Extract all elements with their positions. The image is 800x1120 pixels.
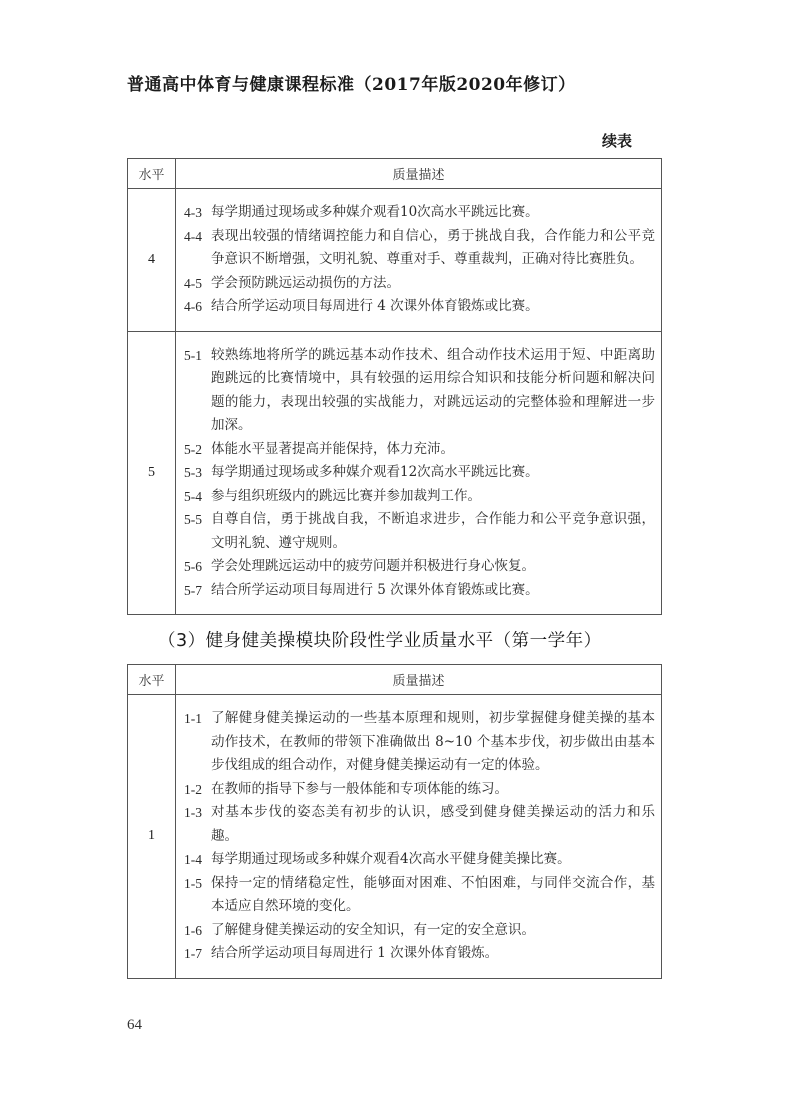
item-text: 每学期通过现场或多种媒介观看4次高水平健身健美操比赛。: [211, 851, 571, 867]
item-number: 5-6: [184, 559, 202, 574]
list-item: [184, 272, 655, 296]
item-text: 结合所学运动项目每周进行 4 次课外体育锻炼或比赛。: [211, 298, 539, 314]
item-text: 学会预防跳远运动损伤的方法。: [211, 274, 400, 291]
list-item: [184, 872, 655, 919]
item-number: 5-1: [184, 347, 202, 363]
item-text: 自尊自信，勇于挑战自我，不断追求进步，合作能力和公平竞争意识强，文明礼貌、遵守规则。: [211, 511, 655, 551]
description-cell: [176, 189, 662, 332]
item-number: 4-4: [184, 228, 202, 244]
list-item: [184, 778, 655, 802]
list-item: [184, 707, 655, 778]
list-item: [184, 801, 655, 848]
item-number: 5-5: [184, 512, 202, 527]
item-number: 1-4: [184, 852, 202, 867]
item-number: 4-5: [184, 275, 202, 291]
list-item: [184, 295, 655, 319]
level-cell: 5: [128, 331, 176, 615]
table-header-row: [128, 159, 662, 189]
level-column-header: 水平: [128, 159, 176, 189]
description-cell: [176, 331, 662, 615]
item-text: 较熟练地将所学的跳远基本动作技术、组合动作技术运用于短、中距离助跑跳远的比赛情境中，具有较强的运用综合知识和技能分析问题和解决问题的能力，表现出较强的实战能力，对跳远运动的完整体验和理解进一步加深。: [211, 346, 655, 433]
list-item: [184, 848, 655, 872]
list-item: [184, 919, 655, 943]
list-item: [184, 461, 655, 485]
quality-table-jump: [127, 158, 662, 615]
section-title: （3）健身健美操模块阶段性学业质量水平（第一学年）: [158, 631, 602, 651]
list-item: [184, 508, 655, 555]
list-item: [184, 225, 655, 272]
item-text: 结合所学运动项目每周进行 5 次课外体育锻炼或比赛。: [211, 581, 539, 598]
item-number: 1-6: [184, 922, 202, 938]
item-number: 5-4: [184, 488, 202, 504]
page-number: 64: [127, 1017, 142, 1033]
item-number: 5-7: [184, 582, 202, 598]
item-number: 1-5: [184, 875, 202, 891]
description-cell: [176, 695, 662, 979]
item-text: 了解健身健美操运动的安全知识，有一定的安全意识。: [211, 921, 535, 938]
item-number: 4-6: [184, 299, 202, 314]
level-cell: 4: [128, 189, 176, 332]
item-number: 1-3: [184, 805, 202, 820]
level-column-header: 水平: [128, 665, 176, 695]
item-text: 体能水平显著提高并能保持，体力充沛。: [211, 440, 454, 457]
list-item: [184, 201, 655, 225]
item-text: 参与组织班级内的跳远比赛并参加裁判工作。: [211, 487, 481, 504]
item-text: 学会处理跳远运动中的疲劳问题并积极进行身心恢复。: [211, 558, 535, 574]
item-text: 结合所学运动项目每周进行 1 次课外体育锻炼。: [211, 945, 499, 961]
item-text: 每学期通过现场或多种媒介观看10次高水平跳远比赛。: [211, 204, 539, 220]
item-number: 5-2: [184, 441, 202, 457]
item-text: 表现出较强的情绪调控能力和自信心，勇于挑战自我，合作能力和公平竞争意识不断增强，文明礼貌、尊重对手、尊重裁判，正确对待比赛胜负。: [211, 227, 655, 267]
item-number: 1-2: [184, 781, 202, 797]
list-item: [184, 555, 655, 579]
quality-table-aerobics: [127, 664, 662, 979]
table-header-row: [128, 665, 662, 695]
item-text: 了解健身健美操运动的一些基本原理和规则，初步掌握健身健美操的基本动作技术，在教师的带领下准确做出 8~10 个基本步伐，初步做出由基本步伐组成的组合动作，对健身健美操运动有一定的体验。: [211, 710, 655, 773]
item-text: 保持一定的情绪稳定性，能够面对困难、不怕困难，与同伴交流合作，基本适应自然环境的变化。: [211, 874, 655, 914]
item-number: 1-7: [184, 946, 202, 961]
item-number: 1-1: [184, 711, 202, 726]
item-text: 在教师的指导下参与一般体能和专项体能的练习。: [211, 780, 508, 797]
list-item: [184, 579, 655, 603]
description-column-header: 质量描述: [176, 665, 662, 695]
item-number: 5-3: [184, 465, 202, 480]
list-item: [184, 942, 655, 966]
table-row: [128, 189, 662, 332]
description-column-header: 质量描述: [176, 159, 662, 189]
table-row: [128, 695, 662, 979]
running-head: 普通高中体育与健康课程标准（2017年版2020年修订）: [127, 75, 576, 95]
continued-label: 续表: [601, 132, 632, 150]
item-number: 4-3: [184, 205, 202, 220]
item-text: 对基本步伐的姿态美有初步的认识，感受到健身健美操运动的活力和乐趣。: [211, 804, 655, 844]
list-item: [184, 485, 655, 509]
item-text: 每学期通过现场或多种媒介观看12次高水平跳远比赛。: [211, 464, 539, 480]
list-item: [184, 344, 655, 438]
level-cell: 1: [128, 695, 176, 979]
list-item: [184, 438, 655, 462]
table-row: [128, 331, 662, 615]
